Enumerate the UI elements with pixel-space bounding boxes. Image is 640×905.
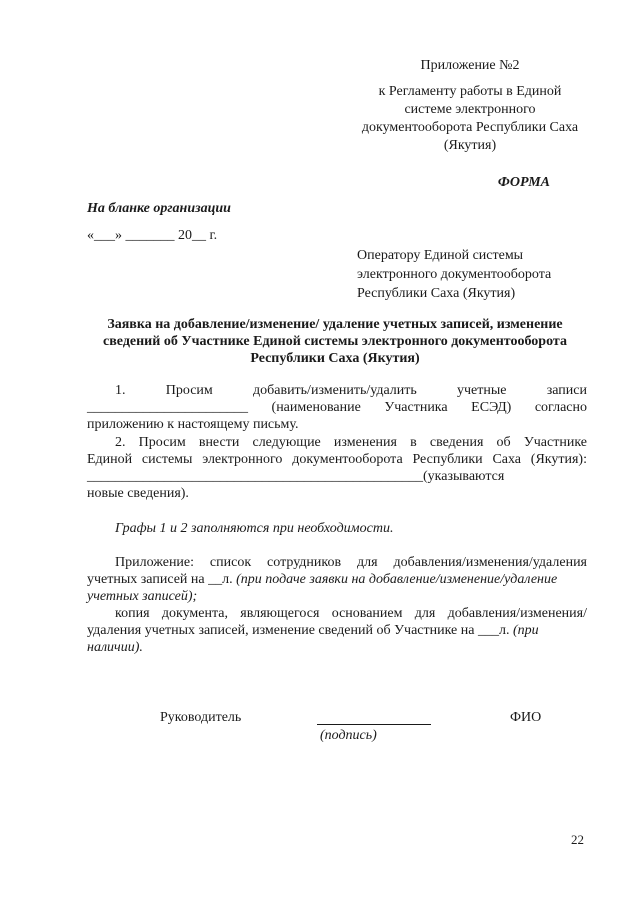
attachment-line (87, 622, 587, 639)
item-line: новые сведения). (87, 486, 189, 501)
appendix-reference-line: системе электронного (404, 102, 536, 117)
attachment-note: (при подаче заявки на добавление/изменение/удаление (236, 572, 558, 587)
signature-line (317, 710, 431, 725)
fill-note: Графы 1 и 2 заполняются при необходимости. (115, 521, 394, 536)
addressee-line: Республики Саха (Якутия) (357, 286, 516, 301)
date-line: «___» _______ 20__ г. (87, 228, 218, 243)
form-label: ФОРМА (497, 175, 550, 190)
attachment-note: (при (512, 623, 539, 638)
attachment-line: Приложение: список сотрудников для добавления/изменения/удаления (115, 555, 587, 570)
attachment-block (87, 554, 587, 656)
item-line: 2. Просим внести следующие изменения в сведения об Участнике (115, 435, 587, 450)
appendix-reference-line: (Якутия) (443, 138, 497, 153)
item-line: Единой системы электронного документооборота Республики Саха (Якутия): (87, 452, 587, 467)
appendix-reference-line: к Регламенту работы в Единой (378, 84, 562, 99)
signature-fio: ФИО (510, 710, 542, 725)
attachment-line (87, 571, 587, 588)
attachment-line: наличии). (87, 640, 143, 655)
request-title-line: Республики Саха (Якутия) (250, 351, 420, 366)
signature-row (160, 710, 560, 750)
attachment-line: учетных записей); (87, 589, 198, 604)
appendix-title: Приложение №2 (420, 58, 520, 73)
attachment-text: учетных записей на __л. (87, 572, 237, 587)
signature-role: Руководитель (160, 710, 242, 725)
appendix-header (340, 57, 600, 155)
request-title (80, 316, 590, 367)
letterhead-note: На бланке организации (87, 201, 231, 216)
page-number: 22 (571, 832, 584, 847)
addressee-line: Оператору Единой системы (357, 248, 524, 263)
appendix-reference-line: документооборота Республики Саха (361, 120, 579, 135)
request-item-1 (87, 382, 587, 433)
request-item-2 (87, 434, 587, 502)
item-line: приложению к настоящему письму. (87, 417, 299, 432)
addressee-line: электронного документооборота (357, 267, 552, 282)
request-title-line: сведений об Участнике Единой системы электронного документооборота (103, 334, 567, 349)
item-line: ________________________________________________(указываются (87, 469, 505, 484)
signature-caption: (подпись) (320, 728, 377, 743)
addressee-block (357, 246, 597, 303)
request-title-line: Заявка на добавление/изменение/ удаление учетных записей, изменение (107, 317, 563, 332)
item-line: _______________________ (наименование Участника ЕСЭД) согласно (87, 400, 587, 415)
item-line: 1. Просим добавить/изменить/удалить учетные записи (115, 383, 587, 398)
attachment-line: копия документа, являющегося основанием для добавления/изменения/ (115, 606, 587, 621)
attachment-text: удаления учетных записей, изменение сведений об Участнике на ___л. (87, 623, 513, 638)
